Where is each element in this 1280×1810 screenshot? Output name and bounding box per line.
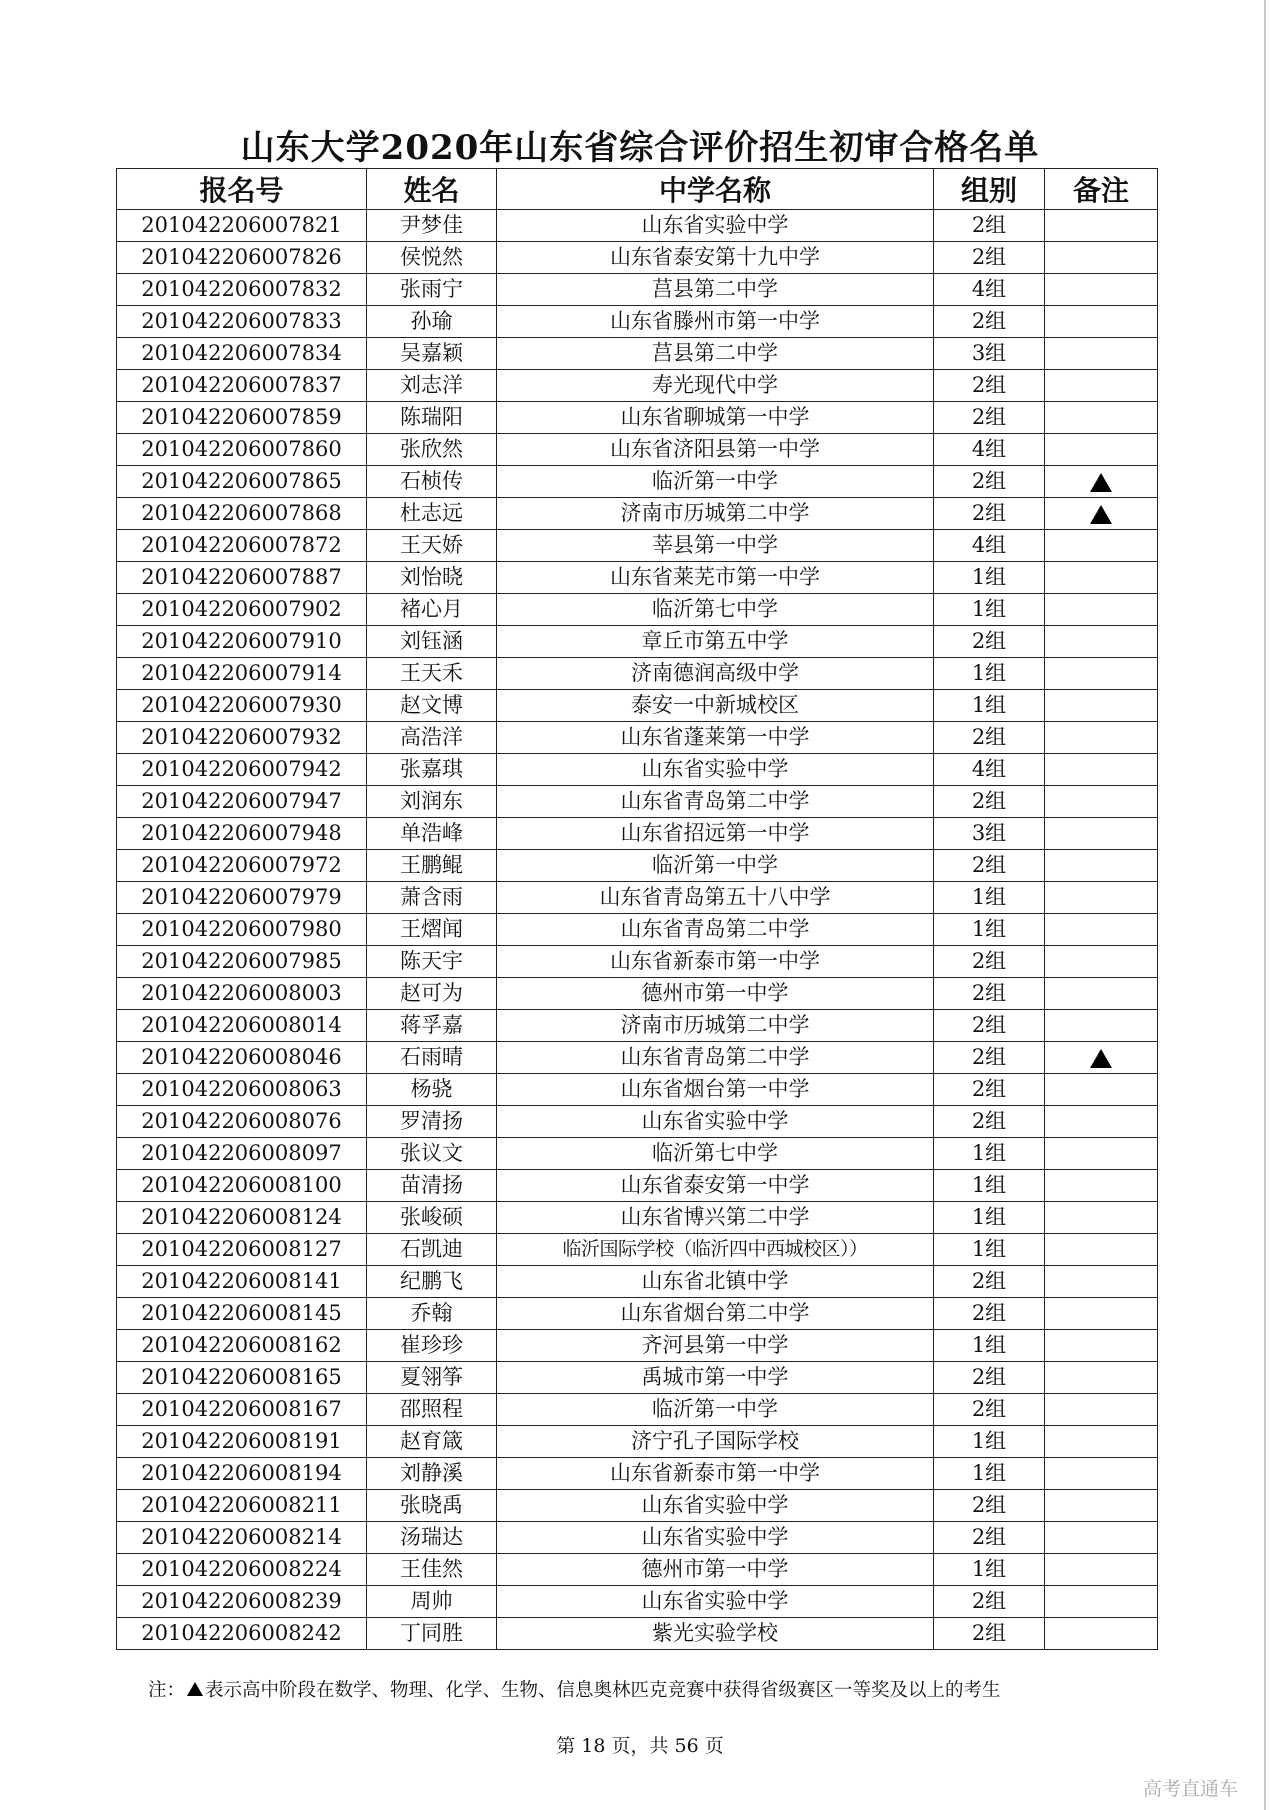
- student-name-cell: 褚心月: [367, 594, 497, 626]
- registration-number-cell: 201042206008100: [117, 1170, 367, 1202]
- registration-number-cell: 201042206008224: [117, 1554, 367, 1586]
- header-school-name: 中学名称: [497, 169, 934, 210]
- registration-number-cell: 201042206007833: [117, 306, 367, 338]
- table-row: [117, 786, 1158, 818]
- school-name-cell: 临沂第一中学: [497, 466, 934, 498]
- group-cell: 2组: [934, 210, 1045, 242]
- student-name-cell: 杜志远: [367, 498, 497, 530]
- registration-number-cell: 201042206007947: [117, 786, 367, 818]
- student-name-cell: 夏翎筝: [367, 1362, 497, 1394]
- student-name-cell: 石雨晴: [367, 1042, 497, 1074]
- student-name-cell: 纪鹏飞: [367, 1266, 497, 1298]
- table-row: [117, 658, 1158, 690]
- school-name-cell: 山东省实验中学: [497, 210, 934, 242]
- table-header-row: [117, 169, 1158, 210]
- registration-number-cell: 201042206008242: [117, 1618, 367, 1650]
- page-title: 山东大学2020年山东省综合评价招生初审合格名单: [240, 128, 1040, 168]
- school-name-cell: 山东省实验中学: [497, 1106, 934, 1138]
- remark-cell: [1045, 1074, 1158, 1106]
- school-name-cell: 紫光实验学校: [497, 1618, 934, 1650]
- remark-cell: [1045, 306, 1158, 338]
- remark-cell: [1045, 1298, 1158, 1330]
- table-row: [117, 466, 1158, 498]
- group-cell: 2组: [934, 850, 1045, 882]
- triangle-marker-icon: [1090, 1049, 1112, 1068]
- footnote-text: 表示高中阶段在数学、物理、化学、生物、信息奥林匹克竞赛中获得省级赛区一等奖及以上的考生: [205, 1680, 1001, 1701]
- school-name-cell: 山东省青岛第二中学: [497, 786, 934, 818]
- table-row: [117, 946, 1158, 978]
- table-row: [117, 1266, 1158, 1298]
- school-name-cell: 山东省青岛第二中学: [497, 1042, 934, 1074]
- school-name-cell: 山东省聊城第一中学: [497, 402, 934, 434]
- remark-cell: [1045, 690, 1158, 722]
- school-name-cell: 山东省泰安第一中学: [497, 1170, 934, 1202]
- table-row: [117, 1490, 1158, 1522]
- school-name-cell: 山东省蓬莱第一中学: [497, 722, 934, 754]
- group-cell: 2组: [934, 1106, 1045, 1138]
- remark-cell: [1045, 978, 1158, 1010]
- school-name-cell: 山东省实验中学: [497, 754, 934, 786]
- remark-cell: [1045, 850, 1158, 882]
- student-name-cell: 周帅: [367, 1586, 497, 1618]
- remark-cell: [1045, 1586, 1158, 1618]
- school-name-cell: 山东省滕州市第一中学: [497, 306, 934, 338]
- remark-cell: [1045, 594, 1158, 626]
- student-name-cell: 蒋孚嘉: [367, 1010, 497, 1042]
- table-row: [117, 402, 1158, 434]
- registration-number-cell: 201042206007910: [117, 626, 367, 658]
- table-row: [117, 722, 1158, 754]
- group-cell: 3组: [934, 818, 1045, 850]
- student-name-cell: 张议文: [367, 1138, 497, 1170]
- remark-cell: [1045, 1330, 1158, 1362]
- remark-cell: [1045, 1362, 1158, 1394]
- student-name-cell: 赵文博: [367, 690, 497, 722]
- group-cell: 4组: [934, 274, 1045, 306]
- student-name-cell: 张峻硕: [367, 1202, 497, 1234]
- school-name-cell: 莒县第二中学: [497, 274, 934, 306]
- student-name-cell: 石桢传: [367, 466, 497, 498]
- remark-cell: [1045, 274, 1158, 306]
- student-name-cell: 张欣然: [367, 434, 497, 466]
- school-name-cell: 山东省实验中学: [497, 1586, 934, 1618]
- table-row: [117, 306, 1158, 338]
- table-body: [117, 210, 1158, 1650]
- remark-cell: [1045, 946, 1158, 978]
- group-cell: 2组: [934, 1298, 1045, 1330]
- remark-cell: [1045, 370, 1158, 402]
- remark-cell: [1045, 1202, 1158, 1234]
- table-row: [117, 1330, 1158, 1362]
- registration-number-cell: 201042206008214: [117, 1522, 367, 1554]
- student-name-cell: 张雨宁: [367, 274, 497, 306]
- school-name-cell: 山东省济阳县第一中学: [497, 434, 934, 466]
- school-name-cell: 德州市第一中学: [497, 978, 934, 1010]
- school-name-cell: 泰安一中新城校区: [497, 690, 934, 722]
- school-name-cell: 章丘市第五中学: [497, 626, 934, 658]
- table-row: [117, 1586, 1158, 1618]
- remark-cell: [1045, 1234, 1158, 1266]
- registration-number-cell: 201042206008165: [117, 1362, 367, 1394]
- table-row: [117, 818, 1158, 850]
- school-name-cell: 山东省青岛第五十八中学: [497, 882, 934, 914]
- remark-cell: [1045, 914, 1158, 946]
- group-cell: 2组: [934, 1586, 1045, 1618]
- group-cell: 2组: [934, 1042, 1045, 1074]
- group-cell: 2组: [934, 786, 1045, 818]
- header-group: 组别: [934, 169, 1045, 210]
- group-cell: 2组: [934, 306, 1045, 338]
- school-name-cell: 济宁孔子国际学校: [497, 1426, 934, 1458]
- registration-number-cell: 201042206007985: [117, 946, 367, 978]
- school-name-cell: 山东省博兴第二中学: [497, 1202, 934, 1234]
- table-row: [117, 434, 1158, 466]
- student-name-cell: 王天娇: [367, 530, 497, 562]
- student-name-cell: 罗清扬: [367, 1106, 497, 1138]
- group-cell: 2组: [934, 498, 1045, 530]
- table-row: [117, 370, 1158, 402]
- remark-cell: [1045, 626, 1158, 658]
- student-name-cell: 赵育箴: [367, 1426, 497, 1458]
- group-cell: 2组: [934, 370, 1045, 402]
- table-row: [117, 1298, 1158, 1330]
- footnote: [148, 1676, 1001, 1702]
- table-row: [117, 1202, 1158, 1234]
- remark-cell: [1045, 1426, 1158, 1458]
- table-row: [117, 338, 1158, 370]
- group-cell: 1组: [934, 690, 1045, 722]
- registration-number-cell: 201042206007932: [117, 722, 367, 754]
- student-name-cell: 刘润东: [367, 786, 497, 818]
- student-name-cell: 苗清扬: [367, 1170, 497, 1202]
- group-cell: 2组: [934, 1490, 1045, 1522]
- registration-number-cell: 201042206007868: [117, 498, 367, 530]
- registration-number-cell: 201042206007942: [117, 754, 367, 786]
- remark-cell: [1045, 1618, 1158, 1650]
- student-name-cell: 吴嘉颖: [367, 338, 497, 370]
- student-name-cell: 王熠闻: [367, 914, 497, 946]
- group-cell: 1组: [934, 1458, 1045, 1490]
- remark-cell: [1045, 1554, 1158, 1586]
- remark-cell: [1045, 1490, 1158, 1522]
- school-name-cell: 临沂第一中学: [497, 1394, 934, 1426]
- watermark: 高考直通车: [1142, 1778, 1238, 1800]
- remark-cell: [1045, 402, 1158, 434]
- table-row: [117, 882, 1158, 914]
- registration-number-cell: 201042206007980: [117, 914, 367, 946]
- school-name-cell: 山东省莱芜市第一中学: [497, 562, 934, 594]
- table-row: [117, 1106, 1158, 1138]
- table-row: [117, 1042, 1158, 1074]
- student-name-cell: 王鹏鲲: [367, 850, 497, 882]
- triangle-marker-icon: [1090, 473, 1112, 492]
- registration-number-cell: 201042206008191: [117, 1426, 367, 1458]
- registration-number-cell: 201042206007872: [117, 530, 367, 562]
- student-name-cell: 石凯迪: [367, 1234, 497, 1266]
- table-row: [117, 530, 1158, 562]
- remark-cell: [1045, 1042, 1158, 1074]
- remark-cell: [1045, 1138, 1158, 1170]
- remark-cell: [1045, 882, 1158, 914]
- group-cell: 1组: [934, 1170, 1045, 1202]
- school-name-cell: 济南市历城第二中学: [497, 1010, 934, 1042]
- table-row: [117, 1522, 1158, 1554]
- school-name-cell: 山东省烟台第二中学: [497, 1298, 934, 1330]
- group-cell: 2组: [934, 402, 1045, 434]
- registration-number-cell: 201042206007902: [117, 594, 367, 626]
- student-name-cell: 侯悦然: [367, 242, 497, 274]
- page-number: 第 18 页，共 56 页: [556, 1735, 724, 1757]
- school-name-cell: 临沂第七中学: [497, 1138, 934, 1170]
- registration-number-cell: 201042206008141: [117, 1266, 367, 1298]
- remark-cell: [1045, 434, 1158, 466]
- student-name-cell: 张晓禹: [367, 1490, 497, 1522]
- table-row: [117, 978, 1158, 1010]
- student-name-cell: 单浩峰: [367, 818, 497, 850]
- school-name-cell: 山东省实验中学: [497, 1522, 934, 1554]
- scan-edge-line: [1264, 0, 1266, 1810]
- group-cell: 2组: [934, 626, 1045, 658]
- remark-cell: [1045, 722, 1158, 754]
- school-name-cell: 山东省青岛第二中学: [497, 914, 934, 946]
- registration-number-cell: 201042206008046: [117, 1042, 367, 1074]
- remark-cell: [1045, 530, 1158, 562]
- remark-cell: [1045, 1458, 1158, 1490]
- school-name-cell: 德州市第一中学: [497, 1554, 934, 1586]
- remark-cell: [1045, 1010, 1158, 1042]
- student-name-cell: 陈天宇: [367, 946, 497, 978]
- remark-cell: [1045, 754, 1158, 786]
- table-row: [117, 1010, 1158, 1042]
- registration-number-cell: 201042206008097: [117, 1138, 367, 1170]
- student-name-cell: 尹梦佳: [367, 210, 497, 242]
- group-cell: 2组: [934, 1362, 1045, 1394]
- group-cell: 2组: [934, 1010, 1045, 1042]
- registration-number-cell: 201042206008145: [117, 1298, 367, 1330]
- triangle-marker-icon: [187, 1682, 203, 1696]
- registration-number-cell: 201042206007972: [117, 850, 367, 882]
- student-name-cell: 汤瑞达: [367, 1522, 497, 1554]
- table-row: [117, 1170, 1158, 1202]
- table-row: [117, 1426, 1158, 1458]
- school-name-cell: 莘县第一中学: [497, 530, 934, 562]
- registration-number-cell: 201042206007914: [117, 658, 367, 690]
- table-row: [117, 1394, 1158, 1426]
- group-cell: 1组: [934, 562, 1045, 594]
- remark-cell: [1045, 1394, 1158, 1426]
- student-name-cell: 刘志洋: [367, 370, 497, 402]
- header-name: 姓名: [367, 169, 497, 210]
- student-name-cell: 杨骁: [367, 1074, 497, 1106]
- school-name-cell: 济南德润高级中学: [497, 658, 934, 690]
- registration-number-cell: 201042206007821: [117, 210, 367, 242]
- group-cell: 1组: [934, 1138, 1045, 1170]
- registration-number-cell: 201042206008127: [117, 1234, 367, 1266]
- table-row: [117, 1074, 1158, 1106]
- student-name-cell: 张嘉琪: [367, 754, 497, 786]
- registration-number-cell: 201042206007826: [117, 242, 367, 274]
- group-cell: 1组: [934, 1234, 1045, 1266]
- registration-number-cell: 201042206008167: [117, 1394, 367, 1426]
- registration-number-cell: 201042206008211: [117, 1490, 367, 1522]
- group-cell: 4组: [934, 434, 1045, 466]
- school-name-cell: 齐河县第一中学: [497, 1330, 934, 1362]
- student-name-cell: 萧含雨: [367, 882, 497, 914]
- remark-cell: [1045, 658, 1158, 690]
- school-name-cell: 山东省泰安第十九中学: [497, 242, 934, 274]
- student-name-cell: 刘钰涵: [367, 626, 497, 658]
- table-row: [117, 850, 1158, 882]
- school-name-cell: 山东省北镇中学: [497, 1266, 934, 1298]
- registration-number-cell: 201042206007860: [117, 434, 367, 466]
- student-name-cell: 王佳然: [367, 1554, 497, 1586]
- registration-number-cell: 201042206008162: [117, 1330, 367, 1362]
- registration-number-cell: 201042206007948: [117, 818, 367, 850]
- registration-number-cell: 201042206007930: [117, 690, 367, 722]
- remark-cell: [1045, 562, 1158, 594]
- registration-number-cell: 201042206008194: [117, 1458, 367, 1490]
- registration-number-cell: 201042206007979: [117, 882, 367, 914]
- table-row: [117, 1362, 1158, 1394]
- table-row: [117, 1554, 1158, 1586]
- table-row: [117, 274, 1158, 306]
- header-remark: 备注: [1045, 169, 1158, 210]
- group-cell: 1组: [934, 1426, 1045, 1458]
- registration-number-cell: 201042206007865: [117, 466, 367, 498]
- remark-cell: [1045, 466, 1158, 498]
- table-row: [117, 1234, 1158, 1266]
- table-row: [117, 210, 1158, 242]
- registration-number-cell: 201042206008063: [117, 1074, 367, 1106]
- student-name-cell: 赵可为: [367, 978, 497, 1010]
- school-name-cell: 临沂第七中学: [497, 594, 934, 626]
- registration-number-cell: 201042206007887: [117, 562, 367, 594]
- table-row: [117, 754, 1158, 786]
- registration-number-cell: 201042206008076: [117, 1106, 367, 1138]
- group-cell: 1组: [934, 1202, 1045, 1234]
- group-cell: 1组: [934, 1330, 1045, 1362]
- group-cell: 1组: [934, 594, 1045, 626]
- table-row: [117, 242, 1158, 274]
- group-cell: 2组: [934, 1522, 1045, 1554]
- table-row: [117, 1458, 1158, 1490]
- group-cell: 1组: [934, 1554, 1045, 1586]
- student-name-cell: 孙瑜: [367, 306, 497, 338]
- school-name-cell: 临沂国际学校（临沂四中西城校区））: [497, 1234, 934, 1266]
- registration-number-cell: 201042206008124: [117, 1202, 367, 1234]
- table-row: [117, 1138, 1158, 1170]
- group-cell: 4组: [934, 754, 1045, 786]
- remark-cell: [1045, 498, 1158, 530]
- school-name-cell: 临沂第一中学: [497, 850, 934, 882]
- student-name-cell: 邵照程: [367, 1394, 497, 1426]
- school-name-cell: 禹城市第一中学: [497, 1362, 934, 1394]
- student-name-cell: 刘静溪: [367, 1458, 497, 1490]
- group-cell: 2组: [934, 946, 1045, 978]
- remark-cell: [1045, 210, 1158, 242]
- group-cell: 3组: [934, 338, 1045, 370]
- group-cell: 2组: [934, 1618, 1045, 1650]
- group-cell: 2组: [934, 1266, 1045, 1298]
- table-row: [117, 594, 1158, 626]
- registration-number-cell: 201042206007859: [117, 402, 367, 434]
- table-row: [117, 626, 1158, 658]
- table-row: [117, 498, 1158, 530]
- triangle-marker-icon: [1090, 505, 1112, 524]
- table-row: [117, 914, 1158, 946]
- group-cell: 2组: [934, 242, 1045, 274]
- group-cell: 2组: [934, 466, 1045, 498]
- registration-number-cell: 201042206007832: [117, 274, 367, 306]
- registration-number-cell: 201042206008239: [117, 1586, 367, 1618]
- student-name-cell: 陈瑞阳: [367, 402, 497, 434]
- group-cell: 1组: [934, 914, 1045, 946]
- admission-list-table: [116, 168, 1158, 1650]
- remark-cell: [1045, 1106, 1158, 1138]
- school-name-cell: 山东省新泰市第一中学: [497, 1458, 934, 1490]
- group-cell: 4组: [934, 530, 1045, 562]
- table-row: [117, 1618, 1158, 1650]
- school-name-cell: 山东省实验中学: [497, 1490, 934, 1522]
- student-name-cell: 王天禾: [367, 658, 497, 690]
- table-row: [117, 562, 1158, 594]
- registration-number-cell: 201042206008003: [117, 978, 367, 1010]
- remark-cell: [1045, 786, 1158, 818]
- registration-number-cell: 201042206008014: [117, 1010, 367, 1042]
- student-name-cell: 乔翰: [367, 1298, 497, 1330]
- group-cell: 1组: [934, 882, 1045, 914]
- group-cell: 2组: [934, 978, 1045, 1010]
- header-registration-number: 报名号: [117, 169, 367, 210]
- school-name-cell: 山东省招远第一中学: [497, 818, 934, 850]
- remark-cell: [1045, 1170, 1158, 1202]
- table-row: [117, 690, 1158, 722]
- registration-number-cell: 201042206007837: [117, 370, 367, 402]
- student-name-cell: 刘怡晓: [367, 562, 497, 594]
- school-name-cell: 山东省新泰市第一中学: [497, 946, 934, 978]
- registration-number-cell: 201042206007834: [117, 338, 367, 370]
- student-name-cell: 丁同胜: [367, 1618, 497, 1650]
- group-cell: 1组: [934, 658, 1045, 690]
- footnote-prefix: 注：: [148, 1680, 186, 1701]
- remark-cell: [1045, 818, 1158, 850]
- school-name-cell: 山东省烟台第一中学: [497, 1074, 934, 1106]
- student-name-cell: 崔珍珍: [367, 1330, 497, 1362]
- group-cell: 2组: [934, 1074, 1045, 1106]
- group-cell: 2组: [934, 722, 1045, 754]
- student-name-cell: 高浩洋: [367, 722, 497, 754]
- school-name-cell: 莒县第二中学: [497, 338, 934, 370]
- remark-cell: [1045, 1266, 1158, 1298]
- group-cell: 2组: [934, 1394, 1045, 1426]
- remark-cell: [1045, 1522, 1158, 1554]
- school-name-cell: 济南市历城第二中学: [497, 498, 934, 530]
- school-name-cell: 寿光现代中学: [497, 370, 934, 402]
- remark-cell: [1045, 338, 1158, 370]
- remark-cell: [1045, 242, 1158, 274]
